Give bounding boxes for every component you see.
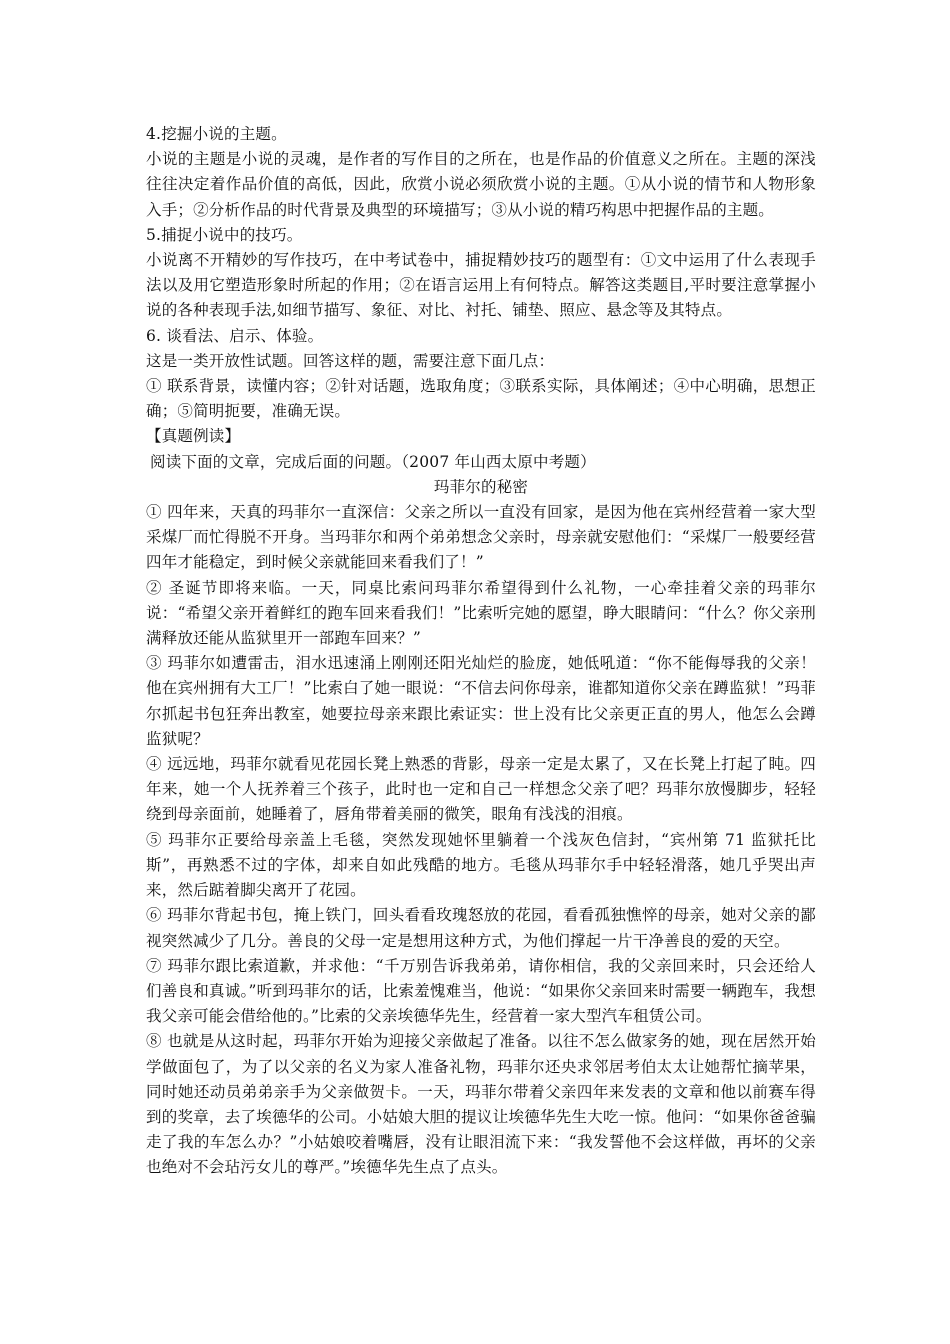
article-title: 玛菲尔的秘密 (433, 477, 529, 496)
article-paragraph: ④ 远远地，玛菲尔就看见花园长凳上熟悉的背影，母亲一定是太累了，又在长凳上打起了盹。四年来，她一个人抚养着三个孩子，此时也一定和自己一样想念父亲了吧？玛菲尔放慢脚步，轻轻绕到母亲面前，她睡着了，唇角带着美丽的微笑，眼角有浅浅的泪痕。 (146, 755, 816, 824)
article-paragraph: ⑦ 玛菲尔跟比索道歉，并求他：“千万别告诉我弟弟，请你相信，我的父亲回来时，只会还给人们善良和真诚。”听到玛菲尔的话，比索羞愧难当，他说：“如果你父亲回来时需要一辆跑车，我想我父亲可能会借给他的。”比索的父亲埃德华先生，经营着一家大型汽车租赁公司。 (146, 956, 816, 1026)
section-body-skill: 小说离不开精妙的写作技巧，在中考试卷中，捕捉精妙技巧的题型有：①文中运用了什么表现手法以及用它塑造形象时所起的作用；②在语言运用上有何特点。解答这类题目,平时要注意掌握小说的各种表现手法,如细节描写、象征、对比、衬托、铺垫、照应、悬念等及其特点。 (146, 251, 816, 320)
article-paragraph: ⑥ 玛菲尔背起书包，掩上铁门，回头看看玫瑰怒放的花园，看看孤独憔悴的母亲，她对父亲的鄙视突然减少了几分。善良的父母一定是想用这种方式，为他们撑起一片干净善良的爱的天空。 (146, 906, 816, 950)
example-label: 【真题例读】 (146, 427, 241, 446)
article-paragraph: ① 四年来，天真的玛菲尔一直深信：父亲之所以一直没有回家，是因为他在宾州经营着一家大型采煤厂而忙得脱不开身。当玛菲尔和两个弟弟想念父亲时，母亲就安慰他们：“采煤厂一般要经营四年才能稳定，到时候父亲就能回来看我们了！” (146, 503, 816, 572)
example-instruction: 阅读下面的文章，完成后面的问题。（2007 年山西太原中考题） (150, 452, 596, 471)
section-heading-theme: 4.挖掘小说的主题。 (146, 125, 287, 143)
section-intro-view: 这是一类开放性试题。回答这样的题，需要注意下面几点： (146, 351, 555, 370)
article-paragraph: ⑤ 玛菲尔正要给母亲盖上毛毯，突然发现她怀里躺着一个浅灰色信封，“宾州第 71 监狱托比斯”，再熟悉不过的字体，却来自如此残酷的地方。毛毯从玛菲尔手中轻轻滑落，她几乎哭出声来，然后踮着脚尖离开了花园。 (146, 830, 816, 900)
section-heading-skill: 5.捕捉小说中的技巧。 (146, 225, 303, 244)
section-points-view: ① 联系背景，读懂内容；②针对话题，选取角度；③联系实际，具体阐述；④中心明确，思想正确；⑤简明扼要，准确无误。 (146, 377, 816, 421)
document-page (146, 122, 816, 1181)
article-paragraph: ② 圣诞节即将来临。一天，同桌比索问玛菲尔希望得到什么礼物，一心牵挂着父亲的玛菲尔说：“希望父亲开着鲜红的跑车回来看我们！”比索听完她的愿望，睁大眼睛问：“什么？你父亲刑满释放还能从监狱里开一部跑车回来？” (146, 578, 816, 648)
article-paragraph: ⑧ 也就是从这时起，玛菲尔开始为迎接父亲做起了准备。以往不怎么做家务的她，现在居然开始学做面包了，为了以父亲的名义为家人准备礼物，玛菲尔还央求邻居考伯太太让她帮忙摘苹果，同时她还动员弟弟亲手为父亲做贺卡。一天，玛菲尔带着父亲四年来发表的文章和他以前赛车得到的奖章，去了埃德华的公司。小姑娘大胆的提议让埃德华先生大吃一惊。他问：“如果你爸爸骗走了我的车怎么办？”小姑娘咬着嘴唇，没有让眼泪流下来：“我发誓他不会这样做，再坏的父亲也绝对不会玷污女儿的尊严。”埃德华先生点了点头。 (146, 1032, 816, 1177)
section-body-theme: 小说的主题是小说的灵魂，是作者的写作目的之所在，也是作品的价值意义之所在。主题的深浅往往决定着作品价值的高低，因此，欣赏小说必须欣赏小说的主题。①从小说的情节和人物形象入手；②分析作品的时代背景及典型的环境描写；③从小说的精巧构思中把握作品的主题。 (146, 150, 816, 219)
article-paragraph: ③ 玛菲尔如遭雷击，泪水迅速涌上刚刚还阳光灿烂的脸庞，她低吼道：“你不能侮辱我的父亲！他在宾州拥有大工厂！”比索白了她一眼说：“不信去问你母亲，谁都知道你父亲在蹲监狱！”玛菲尔抓起书包狂奔出教室，她要拉母亲来跟比索证实：世上没有比父亲更正直的男人，他怎么会蹲监狱呢？ (146, 654, 816, 748)
section-heading-view: 6. 谈看法、启示、体验。 (146, 326, 324, 345)
